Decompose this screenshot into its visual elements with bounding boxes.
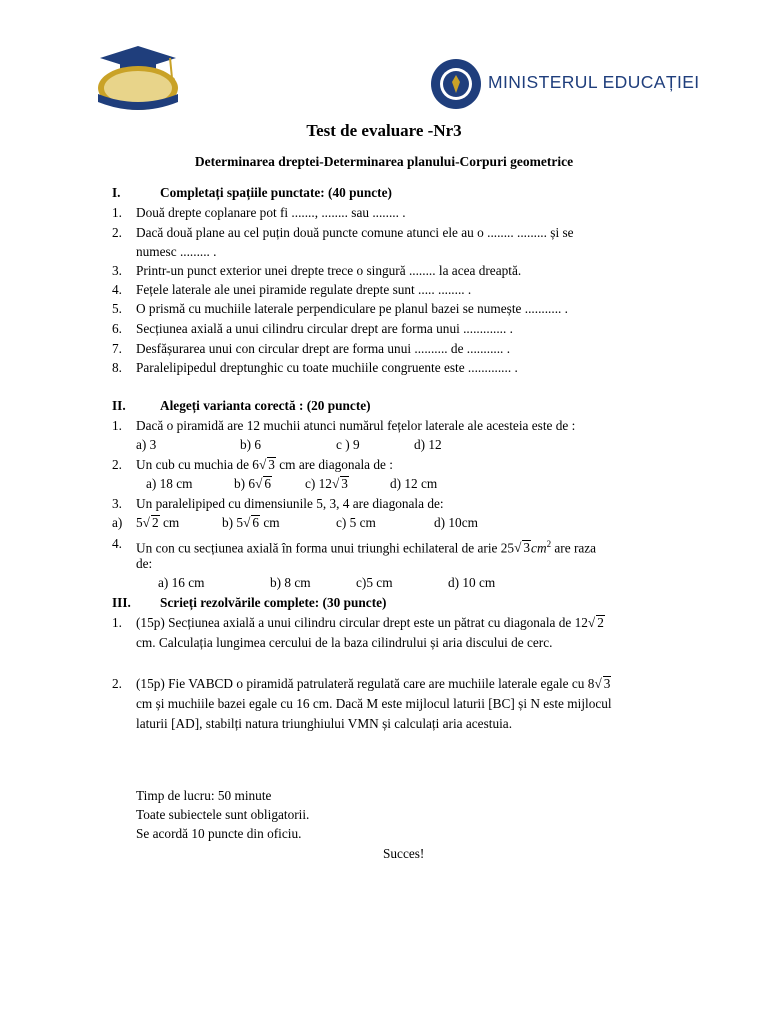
s2-q4-option-a: a) 16 cm bbox=[158, 575, 205, 590]
s2-q2-b-rad: 6 bbox=[264, 476, 272, 491]
section1-number: I. bbox=[112, 185, 121, 200]
s2-q4-area-unit: cm bbox=[531, 540, 547, 556]
s2-q3-a-rad: 2 bbox=[151, 515, 159, 530]
s2-q2-option-d: d) 12 cm bbox=[390, 476, 438, 491]
s2-q4-area-exp: 2 bbox=[546, 539, 552, 549]
sqrt-symbol: √ 3 bbox=[258, 457, 275, 472]
s1-item-2-cont: numesc ......... . bbox=[136, 244, 217, 259]
s2-q4-option-c: c)5 cm bbox=[356, 575, 393, 590]
s2-q2-text bbox=[136, 456, 393, 474]
s3-p1-line1 bbox=[136, 614, 605, 632]
s1-item-3-num: 3. bbox=[112, 263, 122, 278]
s2-q1-option-c: c ) 9 bbox=[336, 437, 360, 452]
page-subtitle: Determinarea dreptei-Determinarea planului-Corpuri geometrice bbox=[194, 154, 574, 169]
s2-q2-option-c bbox=[305, 475, 349, 493]
s3-p2-line1 bbox=[136, 675, 611, 693]
s2-q3-a-pre: 5 bbox=[136, 515, 143, 530]
s2-q2-pre: Un cub cu muchia de 6 bbox=[136, 457, 259, 472]
s3-p2-line2: cm și muchiile bazei egale cu 16 cm. Dacă M este mijlocul laturii [BC] și N este mijlocul bbox=[136, 696, 612, 711]
s3-p2-line3: laturii [AD], stabilți natura triunghiului VMN și calculați aria acestuia. bbox=[136, 716, 513, 731]
sqrt-symbol: √ 6 bbox=[255, 476, 272, 491]
s3-p2-text: (15p) Fie VABCD o piramidă patrulateră regulată care are muchiile laterale egale cu bbox=[136, 676, 585, 691]
s2-q3-option-d: d) 10cm bbox=[434, 515, 478, 530]
s2-q4-option-d: d) 10 cm bbox=[448, 575, 496, 590]
s2-q3-option-c: c) 5 cm bbox=[336, 515, 376, 530]
s3-p1-text: (15p) Secțiunea axială a unui cilindru circular drept este un pătrat cu diagonala de bbox=[136, 615, 572, 630]
s2-q4-area-rad: 3 bbox=[523, 540, 531, 556]
s1-item-6-num: 6. bbox=[112, 321, 122, 336]
footer-bonus: Se acordă 10 puncte din oficiu. bbox=[136, 826, 302, 841]
s1-item-5-num: 5. bbox=[112, 301, 122, 316]
s2-q3-b-post: cm bbox=[260, 515, 280, 530]
s1-item-1: Două drepte coplanare pot fi ......., ........ sau ........ . bbox=[136, 205, 406, 220]
s2-q2-option-b bbox=[234, 475, 272, 493]
s1-item-8-num: 8. bbox=[112, 360, 122, 375]
s2-q1-option-d: d) 12 bbox=[414, 437, 442, 452]
s2-q4-post: are raza bbox=[551, 540, 597, 556]
s3-p2-val-rad: 3 bbox=[603, 676, 611, 691]
s1-item-5: O prismă cu muchiile laterale perpendiculare pe planul bazei se numește ........... . bbox=[136, 301, 568, 316]
s2-q2-option-a: a) 18 cm bbox=[146, 476, 193, 491]
school-logo bbox=[90, 44, 186, 120]
s2-q3-b-pre: b) 5 bbox=[222, 515, 244, 530]
s2-q3-text: Un paralelipiped cu dimensiunile 5, 3, 4 are diagonala de: bbox=[136, 496, 444, 511]
s2-q3-a-post: cm bbox=[159, 515, 180, 530]
s2-q2-c-pre: c) 12 bbox=[305, 476, 332, 491]
s2-q2-num: 2. bbox=[112, 457, 122, 472]
s1-item-7: Desfășurarea unui con circular drept are forma unui .......... de ........... . bbox=[136, 341, 511, 356]
s3-p2-num: 2. bbox=[112, 676, 122, 691]
s2-q2-c-rad: 3 bbox=[341, 476, 348, 491]
sqrt-symbol: √ 3 bbox=[331, 476, 348, 491]
s2-q2-post: cm are diagonala de : bbox=[275, 457, 393, 472]
page-title: Test de evaluare -Nr3 bbox=[306, 121, 462, 140]
s1-item-2-num: 2. bbox=[112, 225, 122, 240]
s3-p1-line2: cm. Calculația lungimea cercului de la baza cilindrului și aria discului de cerc. bbox=[136, 635, 553, 650]
s2-q3-num: 3. bbox=[112, 496, 122, 511]
s2-q3-b-rad: 6 bbox=[252, 515, 260, 530]
s2-q2-rad: 3 bbox=[268, 457, 275, 472]
s1-item-1-num: 1. bbox=[112, 205, 122, 220]
s2-q3-option-a-label: a) bbox=[112, 515, 123, 530]
s1-item-8: Paralelipipedul dreptunghic cu toate muchiile congruente este ............. . bbox=[136, 360, 518, 375]
s3-p1-val-rad: 2 bbox=[597, 615, 604, 630]
s1-item-2: Dacă două plane au cel puțin două puncte comune atunci ele au o ........ ......... și se bbox=[136, 225, 574, 240]
section3-heading: Scrieți rezolvările complete: (30 puncte) bbox=[160, 595, 387, 610]
s2-q1-num: 1. bbox=[112, 418, 122, 433]
s2-q1-text: Dacă o piramidă are 12 muchii atunci numărul fețelor laterale ale acesteia este de : bbox=[136, 418, 576, 433]
s2-q4-num: 4. bbox=[112, 536, 122, 551]
s3-p1-num: 1. bbox=[112, 615, 122, 630]
s1-item-6: Secțiunea axială a unui cilindru circular drept are forma unui ............. . bbox=[136, 321, 513, 336]
sqrt-symbol: √ 6 bbox=[243, 515, 260, 530]
s1-item-4: Fețele laterale ale unei piramide regulate drepte sunt ..... ........ . bbox=[136, 282, 472, 297]
footer-closing: Succes! bbox=[383, 846, 425, 861]
s2-q1-option-b: b) 6 bbox=[240, 437, 262, 452]
sqrt-symbol: √ 2 bbox=[587, 615, 604, 630]
s2-q4-option-b: b) 8 cm bbox=[270, 575, 311, 590]
s1-item-4-num: 4. bbox=[112, 282, 122, 297]
sqrt-symbol: √ 2 bbox=[142, 515, 159, 530]
s1-item-3: Printr-un punct exterior unei drepte trece o singură ........ la acea dreaptă. bbox=[136, 263, 522, 278]
ministry-name: MINISTERUL EDUCAȚIEI bbox=[488, 72, 700, 92]
s2-q3-option-b bbox=[222, 514, 280, 532]
s2-q4-text bbox=[136, 535, 596, 557]
section1-heading: Completați spațiile punctate: (40 puncte) bbox=[160, 185, 392, 200]
s2-q4-body: Un con cu secțiunea axială în forma unui triunghi echilateral de arie bbox=[136, 540, 498, 556]
section3-number: III. bbox=[112, 595, 131, 610]
s3-p1-val-pre: 12 bbox=[574, 615, 588, 630]
section2-number: II. bbox=[112, 398, 126, 413]
government-seal bbox=[430, 58, 482, 110]
s1-item-7-num: 7. bbox=[112, 341, 122, 356]
footer-time: Timp de lucru: 50 minute bbox=[136, 788, 272, 803]
s2-q4-text-cont: de: bbox=[136, 556, 153, 571]
s2-q2-b-pre: b) 6 bbox=[234, 476, 256, 491]
sqrt-symbol: √ 3 bbox=[514, 540, 531, 556]
section2-heading: Alegeți varianta corectă : (20 puncte) bbox=[160, 398, 371, 413]
s3-p2-val-pre: 8 bbox=[587, 676, 595, 691]
s2-q1-option-a: a) 3 bbox=[136, 437, 157, 452]
sqrt-symbol: √ 3 bbox=[594, 676, 611, 691]
s2-q4-area-pre: 25 bbox=[500, 540, 515, 556]
s2-q3-option-a bbox=[136, 514, 179, 532]
footer-mandatory: Toate subiectele sunt obligatorii. bbox=[136, 807, 310, 822]
